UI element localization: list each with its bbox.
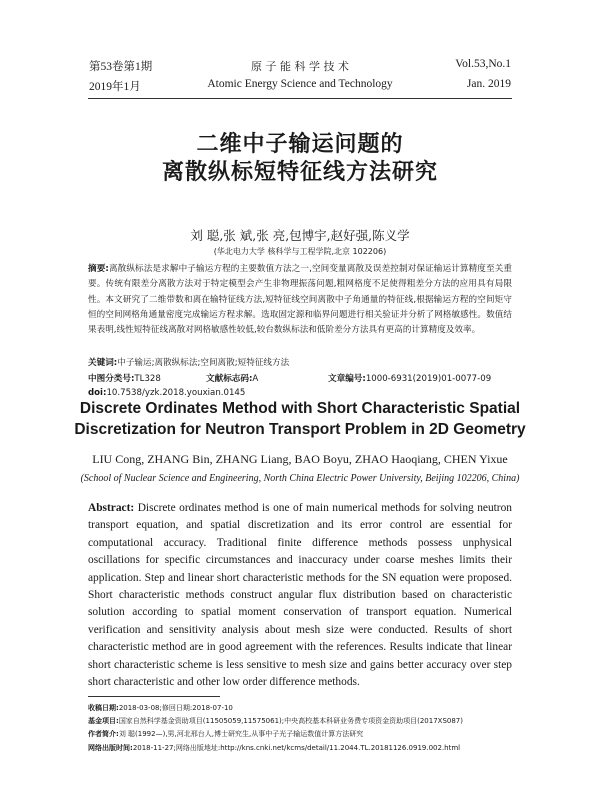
cn-doi-value: 10.7538/yzk.2018.youxian.0145 [106, 388, 246, 398]
cn-article-label: 文章编号: [328, 374, 366, 384]
cn-title-line1: 二维中子输运问题的 [196, 132, 404, 157]
cn-abstract-text: 离散纵标法是求解中子输运方程的主要数值方法之一,空间变量离散及误差控制对保证输运计算精度至关重要。传统有限差分离散方法对于特定模型会产生非物理振荡问题,粗网格度不足使得粗差分方法的应用具有局限性。本文研究了二维带数和离在输特征线方法,短特征线空间离散中子角通量的特征线,根据输运方程的空间矩守恒的空间网格角通量密度完成输运方程求解。选取固定源和临界问题进行相关验证并分析了网格敏感性。数值结果表明,线性短特征线离散对网格敏感性较低,较台数纵标法和低阶差分方法具有更高的计算精度及效率。 [88, 264, 513, 336]
cn-clc-label: 中图分类号: [88, 374, 135, 384]
cn-authors: 刘 聪,张 斌,张 亮,包博宇,赵好强,陈义学 [190, 228, 410, 243]
footnote-received [88, 702, 518, 715]
footnote-author-label: 作者简介: [88, 730, 119, 739]
footnote-fund [88, 715, 518, 728]
cn-clc-value: TL328 [134, 374, 161, 384]
header-date-cn: 2019年1月 [89, 81, 141, 93]
cn-doc-label: 文献标志码: [206, 374, 253, 384]
en-abstract-text: Discrete ordinates method is one of main numerical methods for solving neutron transport equation, and spatial discretization and its error control are essential for computational accuracy. Traditional finite difference methods possess unphysical oscillations for specific circumstances and inaccuracy under coarse meshes limits their application. Step and linear short characteristic methods for the SN equation were proposed. Short characteristic methods construct angular flux distribution based on characteristic solution according to spatial moment conservation of transport equation. Numerical verification and sensitivity analysis about mesh size were conducted. Results of short characteristic method are in good agreement with the references. Results indicate that linear short characteristic scheme is less sensitive to mesh size and gains better accuracy over step short characteristic and other low order difference methods. [88, 502, 512, 689]
cn-title-line2: 离散纵标短特征线方法研究 [161, 160, 438, 185]
cn-affiliation: (华北电力大学 核科学与工程学院,北京 102206) [213, 247, 387, 256]
cn-keywords-label: 关键词: [88, 358, 118, 368]
en-abstract [88, 500, 512, 691]
footnote-author-text: 刘 聪(1992—),男,河北邢台人,博士研究生,从事中子光子输运数值计算方法研究 [118, 730, 364, 739]
footnote-online [88, 742, 518, 755]
en-abstract-label: Abstract: [88, 502, 135, 514]
footnote-online-label: 网络出版时间: [88, 743, 133, 752]
cn-clc [88, 372, 161, 384]
footnotes [88, 702, 518, 755]
cn-doc-value: A [252, 374, 259, 384]
header-journal-en: Atomic Energy Science and Technology [207, 78, 393, 90]
cn-doi [88, 388, 245, 398]
footnote-fund-text: 国家自然科学基金资助项目(11505059,11575061);中央高校基本科研业务费专项资金资助项目(2017XS087) [118, 717, 463, 726]
header-divider [88, 98, 512, 99]
cn-keywords [88, 356, 289, 368]
cn-doi-label: doi: [88, 388, 107, 398]
en-title-line2: Discretization for Neutron Transport Problem in 2D Geometry [74, 421, 526, 438]
footnote-author [88, 728, 518, 741]
en-title-line1: Discrete Ordinates Method with Short Characteristic Spatial [79, 400, 521, 417]
footnote-fund-label: 基金项目: [88, 717, 119, 726]
cn-doc-code [206, 372, 258, 384]
header-volume-cn: 第53卷第1期 [89, 61, 153, 73]
footnote-online-text: 2018-11-27;网络出版地址:http://kns.cnki.net/kcms/detail/11.2044.TL.20181126.0919.002.html [132, 743, 461, 752]
footnote-received-text: 2018-03-08;修回日期:2018-07-10 [118, 704, 233, 712]
cn-abstract [88, 262, 512, 338]
header-volume-en: Vol.53,No.1 [455, 58, 511, 70]
header-journal-cn: 原 子 能 科 学 技 术 [251, 60, 349, 73]
header-date-en: Jan. 2019 [466, 78, 511, 90]
footnote-divider [88, 696, 220, 697]
cn-article-value: 1000-6931(2019)01-0077-09 [365, 374, 492, 384]
en-authors: LIU Cong, ZHANG Bin, ZHANG Liang, BAO Boyu, ZHAO Haoqiang, CHEN Yixue [92, 452, 508, 466]
cn-abstract-label: 摘要: [88, 264, 109, 274]
cn-keywords-text: 中子输运;离散纵标法;空间离散;短特征线方法 [117, 358, 290, 368]
en-affiliation: (School of Nuclear Science and Engineering, North China Electric Power University, Beijing 102206, China) [80, 473, 520, 484]
footnote-received-label: 收稿日期: [88, 704, 119, 712]
cn-article-number [328, 372, 491, 384]
